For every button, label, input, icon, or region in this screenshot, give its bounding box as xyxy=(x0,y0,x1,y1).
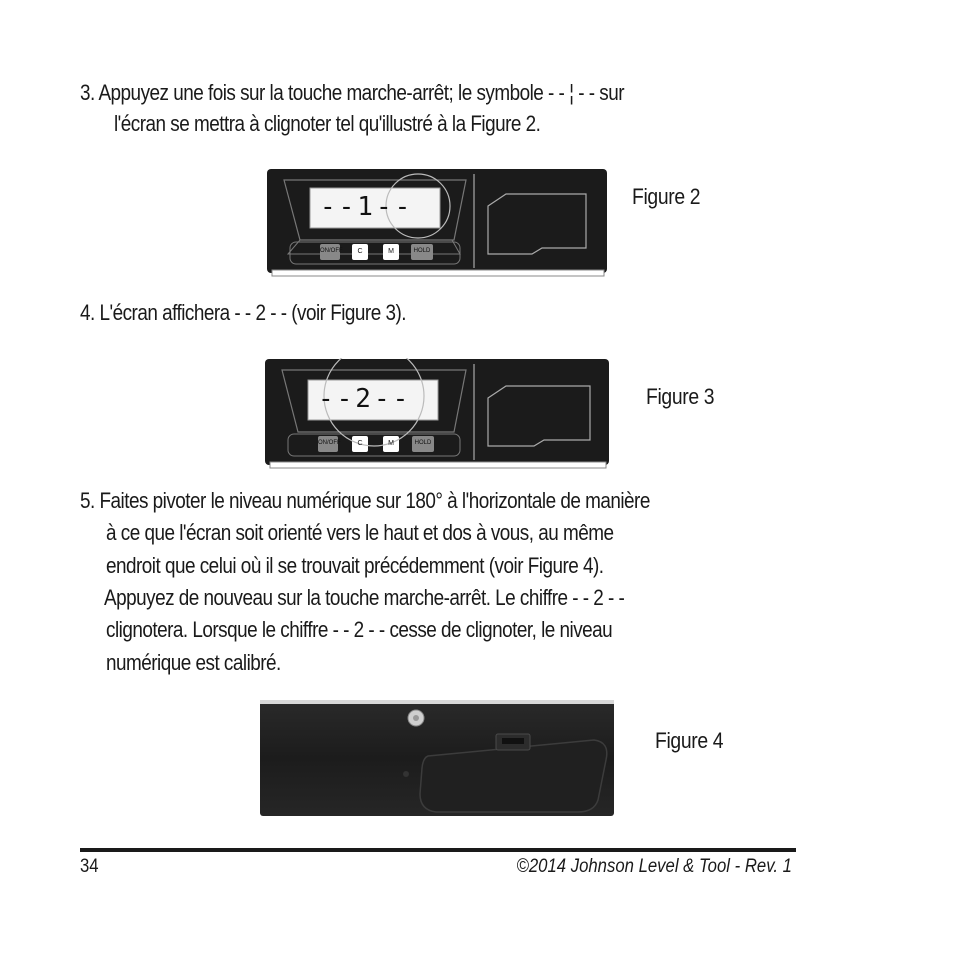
step3-line1-prefix: 3. Appuyez une fois sur la touche marche-arrêt; le symbole - - xyxy=(80,80,565,105)
figure-2-caption: Figure 2 xyxy=(632,184,701,209)
step3-line1 xyxy=(80,80,624,106)
m-label-fig2: M xyxy=(388,248,394,255)
lcd-display-fig2: --1-- xyxy=(320,192,414,222)
figure-4-image xyxy=(260,700,614,816)
c-label-fig2: C xyxy=(357,248,363,255)
step5-line-3: endroit que celui où il se trouvait précédemment (voir Figure 4). xyxy=(106,553,604,578)
step5-line-4: Appuyez de nouveau sur la touche marche-arrêt. Le chiffre - - 2 - - xyxy=(104,585,625,610)
step4-line1: 4. L'écran affichera - - 2 - - (voir Figure 3). xyxy=(80,300,407,325)
step3-line2: l'écran se mettra à clignoter tel qu'illustré à la Figure 2. xyxy=(114,111,541,136)
hold-label-fig2: HOLD xyxy=(413,248,431,254)
figure-3-caption: Figure 3 xyxy=(646,384,715,409)
blinking-symbol: ¦ xyxy=(569,80,574,105)
onoff-label-fig2: ON/OFF xyxy=(320,248,343,254)
step5-line-1: 5. Faites pivoter le niveau numérique sur 180° à l'horizontale de manière xyxy=(80,488,650,513)
figure-2-image xyxy=(266,168,608,278)
footer-divider xyxy=(80,848,796,852)
onoff-label-fig3: ON/OFF xyxy=(318,440,341,446)
step3-line1-suffix: - - sur xyxy=(578,80,625,105)
page-number: 34 xyxy=(80,856,99,877)
step5-line-5: clignotera. Lorsque le chiffre - - 2 - - cesse de clignoter, le niveau xyxy=(106,617,613,642)
step5-line-6: numérique est calibré. xyxy=(106,650,281,675)
lcd-display-fig3: --2-- xyxy=(318,384,412,414)
copyright-notice: ©2014 Johnson Level & Tool - Rev. 1 xyxy=(516,856,792,877)
figure-3-image xyxy=(264,358,610,470)
figure-4-caption: Figure 4 xyxy=(655,728,724,753)
hold-label-fig3: HOLD xyxy=(414,440,432,446)
step5-line-2: à ce que l'écran soit orienté vers le haut et dos à vous, au même xyxy=(106,520,614,545)
m-label-fig3: M xyxy=(388,440,394,447)
c-label-fig3: C xyxy=(357,440,363,447)
